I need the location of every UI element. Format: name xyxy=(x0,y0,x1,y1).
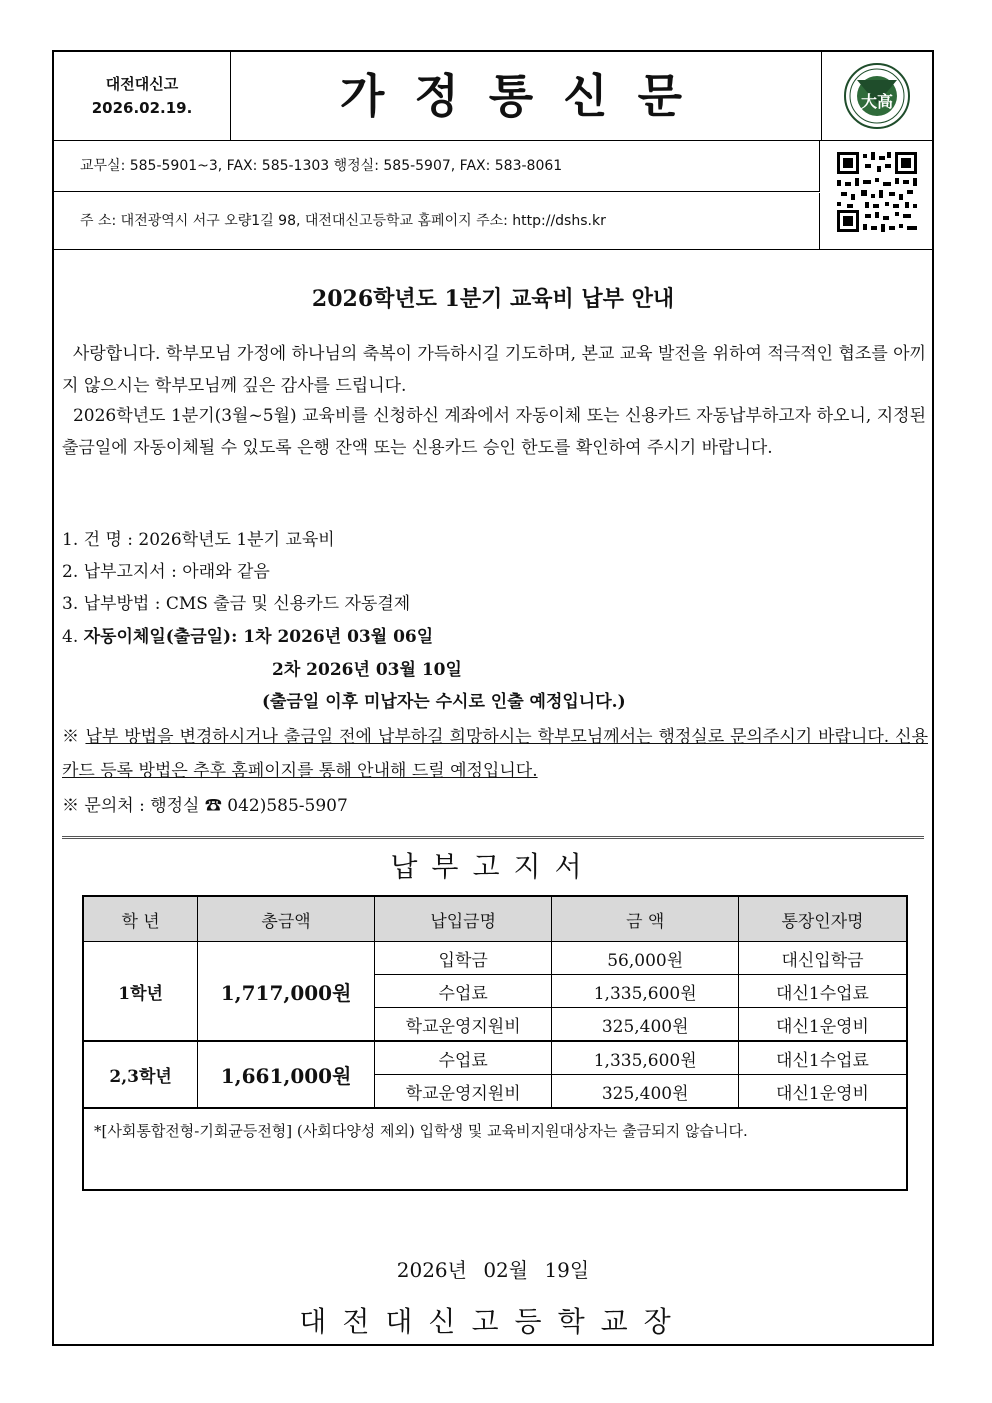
item-debit-date-2: 2차 2026년 03월 10일 xyxy=(272,660,462,680)
col-grade: 학 년 xyxy=(83,896,198,942)
amount-cell: 1,335,600원 xyxy=(552,975,739,1008)
account-cell: 대신입학금 xyxy=(739,942,907,975)
amount-cell: 325,400원 xyxy=(552,1008,739,1042)
account-cell: 대신1운영비 xyxy=(739,1008,907,1042)
logo-text: 大高 xyxy=(860,92,894,111)
total-cell: 1,717,000원 xyxy=(198,942,375,1042)
item-cell: 입학금 xyxy=(374,942,551,975)
section-divider xyxy=(62,836,924,839)
table-row xyxy=(83,1041,907,1075)
item-debit-remark: (출금일 이후 미납자는 수시로 인출 예정입니다.) xyxy=(262,692,626,712)
item-debit-date: 4. 자동이체일(출금일): 1차 2026년 03월 06일 xyxy=(62,627,434,647)
greeting-paragraph: 사랑합니다. 학부모님 가정에 하나님의 축복이 가득하시길 기도하며, 본교 교육 발전을 위하여 적극적인 협조를 아끼지 않으시는 학부모님께 깊은 감사를 드립니다. xyxy=(62,344,927,396)
payment-paragraph: 2026학년도 1분기(3월~5월) 교육비를 신청하신 계좌에서 자동이체 또는 신용카드 자동납부하고자 하오니, 지정된 출금일에 자동이체될 수 있도록 은행 잔액 또는 신용카드 승인 한도를 확인하여 주시기 바랍니다. xyxy=(62,406,927,458)
item-cell: 학교운영지원비 xyxy=(374,1075,551,1109)
col-item: 납입금명 xyxy=(374,896,551,942)
grade-cell: 2,3학년 xyxy=(83,1041,198,1108)
item-method: 3. 납부방법 : CMS 출금 및 신용카드 자동결제 xyxy=(62,594,411,614)
item-cell: 학교운영지원비 xyxy=(374,1008,551,1042)
newsletter-frame xyxy=(52,50,934,1346)
account-cell: 대신1수업료 xyxy=(739,1041,907,1075)
item-cell: 수업료 xyxy=(374,1041,551,1075)
header xyxy=(54,52,932,141)
item-notice: 2. 납부고지서 : 아래와 같음 xyxy=(62,562,270,582)
amount-cell: 1,335,600원 xyxy=(552,1041,739,1075)
col-amount: 금 액 xyxy=(552,896,739,942)
account-cell: 대신1수업료 xyxy=(739,975,907,1008)
table-header-row xyxy=(83,896,907,942)
school-short-name: 대전대신고 xyxy=(105,75,179,93)
qr-code-icon xyxy=(821,140,932,249)
header-school-box xyxy=(54,52,231,140)
table-footnote: *[사회통합전형-기회균등전형] (사회다양성 제외) 입학생 및 교육비지원대상자는 출금되지 않습니다. xyxy=(82,1099,908,1191)
inquiry-line: ※ 문의처 : 행정실 ☎ 042)585-5907 xyxy=(62,796,348,816)
fee-table xyxy=(82,895,908,1109)
contact-phone-line: 교무실: 585-5901~3, FAX: 585-1303 행정실: 585-5907, FAX: 583-8061 xyxy=(54,140,820,192)
account-cell: 대신1운영비 xyxy=(739,1075,907,1109)
page-title: 가정통신문 xyxy=(339,69,713,123)
issue-date-footer: 2026년 02월 19일 xyxy=(396,1258,590,1282)
grade-cell: 1학년 xyxy=(83,942,198,1042)
col-total: 총금액 xyxy=(198,896,375,942)
item-cell: 수업료 xyxy=(374,975,551,1008)
item-subject: 1. 건 명 : 2026학년도 1분기 교육비 xyxy=(62,530,335,550)
principal-signature: 대전대신고등학교장 xyxy=(299,1305,687,1338)
amount-cell: 325,400원 xyxy=(552,1075,739,1109)
contact-address-line: 주 소: 대전광역시 서구 오량1길 98, 대전대신고등학교 홈페이지 주소: http://dshs.kr xyxy=(54,193,820,249)
header-divider xyxy=(54,249,932,250)
document-title: 2026학년도 1분기 교육비 납부 안내 xyxy=(311,286,675,312)
total-cell: 1,661,000원 xyxy=(198,1041,375,1108)
notice-title: 납부고지서 xyxy=(390,850,596,883)
issue-date: 2026.02.19. xyxy=(91,99,193,117)
school-logo xyxy=(821,52,933,140)
table-row xyxy=(83,942,907,975)
amount-cell: 56,000원 xyxy=(552,942,739,975)
change-notice: ※ 납부 방법을 변경하시거나 출금일 전에 납부하길 희망하시는 학부모님께서는 행정실로 문의주시기 바랍니다. 신용카드 등록 방법은 추후 홈페이지를 통해 안내해 드릴 예정입니다. xyxy=(62,727,928,781)
col-account: 통장인자명 xyxy=(739,896,907,942)
